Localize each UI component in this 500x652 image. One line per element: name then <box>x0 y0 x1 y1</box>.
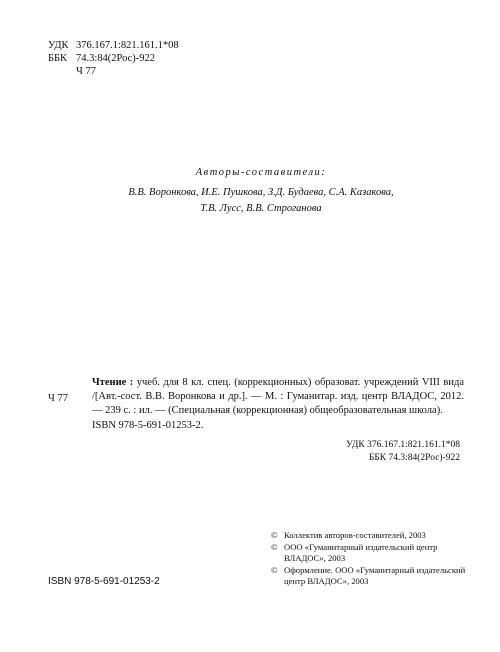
authors-list <box>0 185 500 217</box>
description-margin-mark: Ч 77 <box>48 393 68 404</box>
udk-row <box>48 39 179 52</box>
bbk-label: ББК <box>48 53 68 64</box>
bbk-value: 74.3:84(2Рос)-922 <box>76 53 156 64</box>
copyright-text: ООО «Гуманитарный издательский центр ВЛАДОС», 2003 <box>284 542 438 563</box>
isbn-bottom: ISBN 978-5-691-01253-2 <box>48 576 160 587</box>
copyright-icon: © <box>271 530 278 540</box>
author-mark: Ч 77 <box>76 66 96 77</box>
udk-value: 376.167.1:821.161.1*08 <box>76 40 179 51</box>
copyright-icon: © <box>271 542 278 552</box>
authors-heading: Авторы-составители: <box>195 167 327 178</box>
classification-block <box>48 39 179 78</box>
copyright-item <box>271 542 481 564</box>
copyright-icon: © <box>271 565 278 575</box>
description-isbn: ISBN 978-5-691-01253-2. <box>92 420 204 431</box>
author-mark-row <box>48 65 179 78</box>
right-codes <box>346 439 460 464</box>
copyright-item <box>271 565 481 587</box>
right-bbk: ББК 74.3:84(2Рос)-922 <box>368 452 460 463</box>
authors-line-1: В.В. Воронкова, И.Е. Пушкова, З.Д. Будаева, С.А. Казакова, <box>128 187 394 198</box>
right-udk: УДК 376.167.1:821.161.1*08 <box>346 440 460 450</box>
copyright-text: Коллектив авторов-составителей, 2003 <box>284 530 426 540</box>
udk-label: УДК <box>48 40 69 51</box>
bibliographic-description <box>92 376 464 419</box>
copyright-item <box>271 530 481 541</box>
authors-line-2: Т.В. Лусс, В.В. Строганова <box>200 203 322 214</box>
copyright-block <box>271 530 481 588</box>
book-title: Чтение : <box>92 377 134 388</box>
description-text: учеб. для 8 кл. спец. (коррекционных) образоват. учреждений VIII вида /[Авт.-сост. В.В. Воронкова и др.]. — М. : Гуманитар. изд. центр ВЛАДОС, 2012. — 239 с. : ил. — (Специальная (коррекционная) общеобразовательная школа). <box>92 377 464 417</box>
copyright-text: Оформление. ООО «Гуманитарный издательский центр ВЛАДОС», 2003 <box>284 565 466 586</box>
bbk-row <box>48 52 179 65</box>
